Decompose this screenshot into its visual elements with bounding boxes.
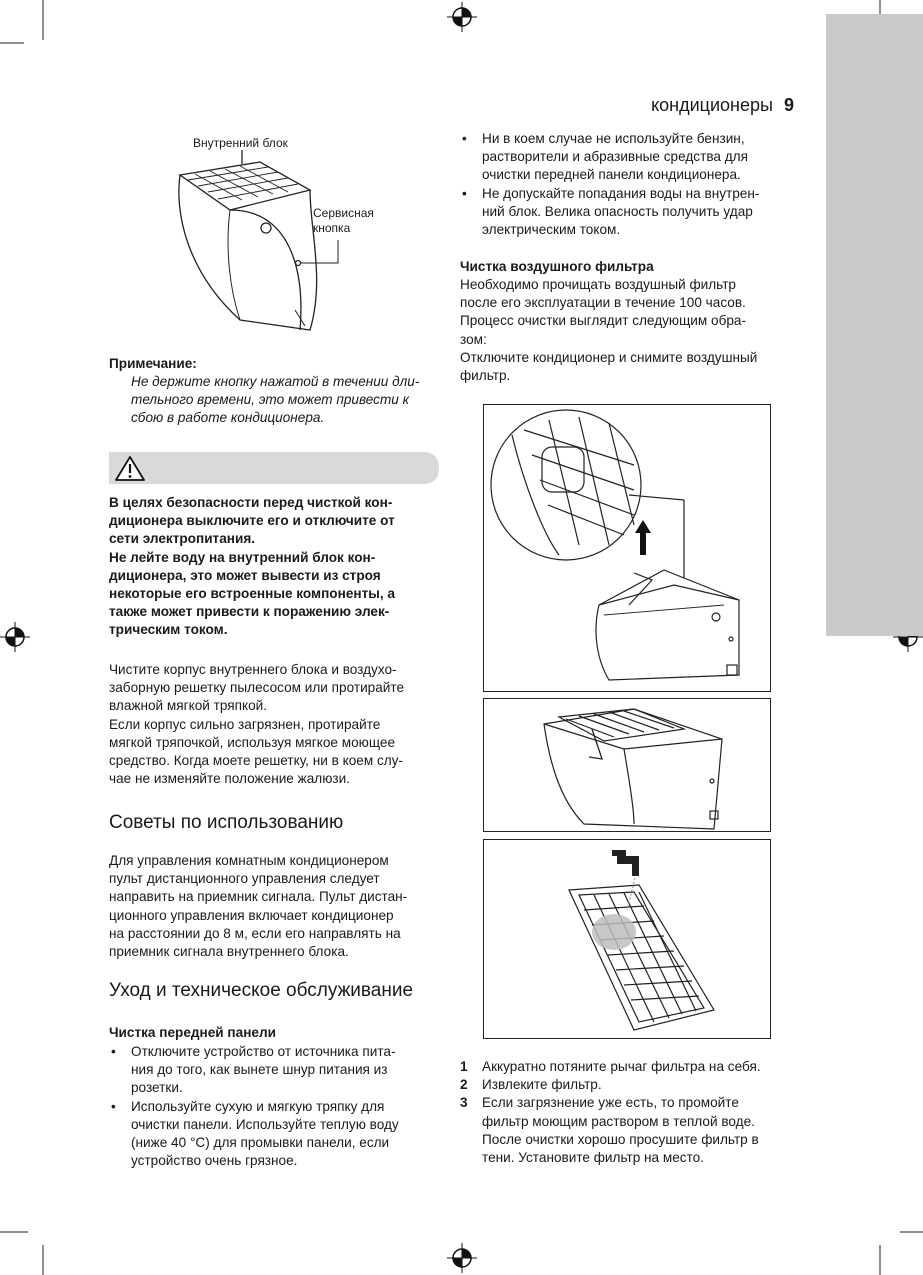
front-panel-bullets (109, 1043, 439, 1170)
step-line: Аккуратно потяните рычаг фильтра на себя. (482, 1059, 761, 1074)
bullet-line: ния до того, как вынете шнур питания из (131, 1062, 388, 1078)
step-number: 1 (460, 1059, 468, 1074)
filter-line: фильтр. (460, 368, 511, 384)
tips-line: Для управления комнатным кондиционером (109, 853, 389, 868)
note-text (131, 373, 431, 428)
tips-heading: Советы по использованию (109, 812, 344, 833)
tips-line: ционного управления включает кондиционер (109, 907, 394, 923)
body-line: Если корпус сильно загрязнен, протирайте (109, 716, 381, 732)
warning-line: Не лейте воду на внутренний блок кон- (109, 549, 376, 565)
figure-label-unit: Внутренний блок (193, 136, 288, 150)
step-line: После очистки хорошо просушите фильтр в (482, 1131, 759, 1147)
header-section: кондиционеры (651, 95, 773, 115)
care-heading: Уход и техническое обслуживание (109, 980, 414, 1001)
note-line: Не держите кнопку нажатой в течении дли- (131, 374, 420, 389)
figure-label-button-1: Сервисная (313, 206, 374, 220)
body-line: средство. Когда моете решетку, ни в коем слу- (109, 753, 403, 769)
filter-text (460, 276, 800, 385)
registration-mark-top-icon (447, 2, 477, 32)
bullet-line: очистки панели. Используйте теплую воду (131, 1116, 399, 1132)
step-number: 2 (460, 1077, 468, 1093)
warning-line: некоторые его встроенные компоненты, а (109, 586, 395, 602)
step-line: тени. Установите фильтр на место. (482, 1150, 704, 1166)
list-item (460, 130, 800, 185)
warning-line: сети электропитания. (109, 531, 256, 547)
tips-text (109, 852, 444, 961)
list-item (109, 1098, 439, 1171)
filter-line: Процесс очистки выглядит следующим обра- (460, 313, 747, 329)
body-line: чае не изменяйте положение жалюзи. (109, 771, 351, 787)
bullet-line: ний блок. Велика опасность получить удар (482, 203, 753, 219)
bullet-line: • Не допускайте попадания воды на внутрен- (482, 185, 760, 201)
list-item (460, 185, 800, 240)
page-number: 9 (783, 95, 794, 115)
registration-mark-bottom-icon (447, 1243, 477, 1273)
filter-figure-3 (483, 839, 771, 1039)
note-title: Примечание: (109, 356, 197, 371)
body-line: мягкой тряпочкой, используя мягкое моющее (109, 734, 396, 750)
warning-line: также может привести к поражению элек- (109, 604, 390, 620)
tips-line: пульт дистанционного управления следует (109, 871, 380, 887)
warning-text (109, 494, 439, 640)
front-panel-title: Чистка передней панели (109, 1025, 276, 1040)
step-line: Извлеките фильтр. (482, 1077, 602, 1093)
tips-line: приемник сигнала внутреннего блока. (109, 944, 349, 960)
warning-line: диционера выключите его и отключите от (109, 513, 395, 529)
body-line: Чистите корпус внутреннего блока и воздухо- (109, 662, 397, 677)
bullet-line: электрическим током. (482, 222, 621, 238)
tips-line: на расстоянии до 8 м, если его направлять на (109, 925, 401, 941)
figure-label-button-2: кнопка (313, 221, 351, 235)
bullet-line: растворители и абразивные средства для (482, 149, 748, 165)
warning-triangle-icon (114, 455, 146, 482)
remove-filter-illustration (484, 699, 770, 831)
warning-line: В целях безопасности перед чисткой кон- (109, 495, 393, 510)
tips-line: направить на приемник сигнала. Пульт дистан- (109, 889, 408, 905)
note-line: тельного времени, это может привести к (131, 392, 410, 408)
body-line: влажной мягкой тряпкой. (109, 698, 268, 714)
step-line: фильтр моющим раствором в теплой воде. (482, 1113, 755, 1129)
indoor-unit-illustration (170, 150, 360, 340)
bullet-line: розетки. (131, 1080, 183, 1096)
bullet-line: • Отключите устройство от источника пита- (131, 1044, 396, 1059)
list-item (109, 1043, 439, 1098)
filter-line: после его эксплуатации в течение 100 часов. (460, 295, 746, 311)
warning-bar (109, 452, 439, 484)
page-header (560, 94, 794, 116)
wash-filter-illustration (484, 840, 770, 1038)
filter-title: Чистка воздушного фильтра (460, 259, 654, 274)
step-item (460, 1058, 805, 1076)
side-tab (826, 14, 923, 636)
bullet-line: очистки передней панели кондиционера. (482, 167, 741, 183)
step-number: 3 (460, 1095, 468, 1111)
registration-mark-left-icon (0, 622, 30, 652)
filter-line: зом: (460, 331, 487, 347)
filter-line: Отключите кондиционер и снимите воздушный (460, 349, 758, 365)
warning-line: диционера, это может вывести из строя (109, 567, 381, 583)
step-item (460, 1076, 805, 1094)
cleaning-body-text (109, 661, 444, 788)
right-warning-bullets (460, 130, 800, 239)
water-splash (592, 914, 636, 950)
lift-filter-illustration (484, 405, 770, 691)
note-line: сбою в работе кондиционера. (131, 410, 325, 426)
filter-figure-1 (483, 404, 771, 692)
body-line: заборную решетку пылесосом или протирайте (109, 680, 405, 696)
filter-steps (460, 1058, 805, 1167)
step-line: Если загрязнение уже есть, то промойте (482, 1095, 739, 1111)
bullet-line: • Используйте сухую и мягкую тряпку для (131, 1098, 385, 1114)
filter-figure-2 (483, 698, 771, 832)
bullet-line: устройство очень грязное. (131, 1153, 298, 1169)
warning-line: трическим током. (109, 622, 228, 638)
step-item (460, 1094, 805, 1167)
filter-line: Необходимо прочищать воздушный фильтр (460, 277, 736, 292)
bullet-line: • Ни в коем случае не используйте бензин, (482, 131, 745, 146)
bullet-line: (ниже 40 °C) для промывки панели, если (131, 1135, 390, 1151)
